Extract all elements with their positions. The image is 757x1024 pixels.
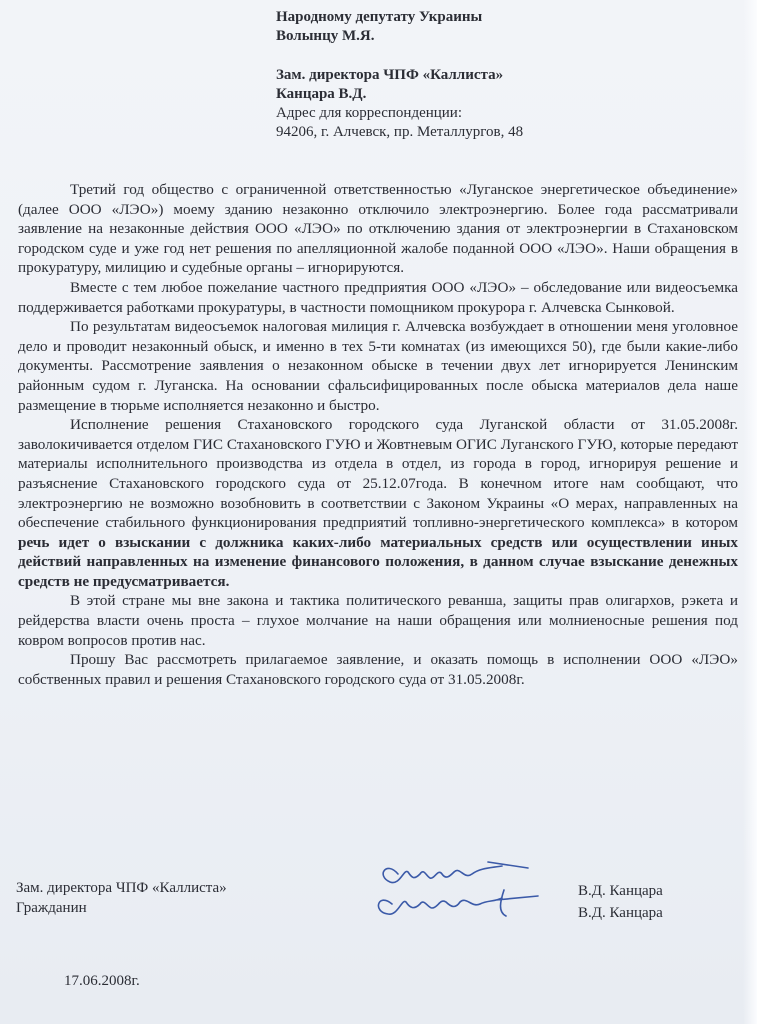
page-edge bbox=[743, 0, 757, 1024]
paragraph-4-text: Исполнение решения Стахановского городского суда Луганской области от 31.05.2008г. заволокичивается отделом ГИС Стахановского ГУЮ и Жовтневым ОГИС Луганского ГУЮ, которые передают материалы исполнительного производства из отдела в отдел, из города в город, игнорируя решение и разъяснение Стахановского городского суда от 25.12.07года. В конечном итоге нам сообщают, что электроэнергию не возможно возобновить в соответствии с Законом Украины «О мерах, направленных на обеспечение стабильного функционирования предприятий топливно-энергетического комплекса» в котором bbox=[18, 416, 738, 532]
signatory-name-2: В.Д. Канцара bbox=[578, 905, 663, 921]
signatory-position bbox=[16, 878, 227, 918]
recipient-name: Волынцу М.Я. bbox=[276, 28, 375, 44]
address-label: Адрес для корреспонденции: bbox=[276, 105, 463, 121]
paragraph-4 bbox=[18, 415, 738, 591]
paragraph-6: Прошу Вас рассмотреть прилагаемое заявление, и оказать помощь в исполнении ООО «ЛЭО» собственных правил и решения Стахановского городского суда от 31.05.2008г. bbox=[18, 651, 738, 688]
signatory-name-1: В.Д. Канцара bbox=[578, 883, 663, 899]
signatory-names bbox=[578, 880, 663, 924]
paragraph-4-bold-text: речь идет о взыскании с должника каких-либо материальных средств или осуществлении иных действий направленных на изменение финансового положения, в данном случае взыскание денежных средств не предусматривается. bbox=[18, 533, 738, 590]
signatory-title: Зам. директора ЧПФ «Каллиста» bbox=[16, 880, 227, 896]
handwritten-signature bbox=[368, 846, 548, 926]
paragraph-2: Вместе с тем любое пожелание частного предприятия ООО «ЛЭО» – обследование или видеосъемка поддерживается работками прокуратуры, в частности помощником прокурора г. Алчевска Сынковой. bbox=[18, 278, 738, 316]
sender-name: Канцара В.Д. bbox=[276, 86, 367, 102]
address-value: 94206, г. Алчевск, пр. Металлургов, 48 bbox=[276, 124, 524, 140]
sender-title: Зам. директора ЧПФ «Каллиста» bbox=[276, 67, 504, 83]
letter-date: 17.06.2008г. bbox=[64, 973, 140, 989]
paragraph-3: По результатам видеосъемок налоговая милиция г. Алчевска возбуждает в отношении меня уголовное дело и проводит незаконный обыск, и именно в тех 5-ти комнатах (из имеющихся 50), где были какие-либо документы. Рассмотрение заявления о незаконном обыске в течении двух лет игнорируется Ленинским районным судом г. Луганска. На основании сфальсифицированных после обыска материалов дела наше размещение в тюрьме исполняется незаконно и быстро. bbox=[18, 318, 738, 414]
signatory-citizen-label: Гражданин bbox=[16, 900, 87, 916]
paragraph-1: Третий год общество с ограниченной ответственностью «Луганское энергетическое объединение» (далее ООО «ЛЭО») моему зданию незаконно отключило электроэнергию. Более года рассматривали заявление на незаконные действия ООО «ЛЭО» по отключению здания от электроэнергии в Стахановском городском суде и уже год нет решения по апелляционной жалобе поданной ООО «ЛЭО». Наши обращения в прокуратуру, милицию и судебные органы – игнорируются. bbox=[18, 181, 738, 277]
paragraph-5: В этой стране мы вне закона и тактика политического реванша, защиты прав олигархов, рэкета и рейдерства власти очень проста – глухое молчание на наши обращения или молниеносные решения под ковром вопросов против нас. bbox=[18, 592, 738, 649]
letter-body bbox=[18, 180, 738, 689]
recipient-title: Народному депутату Украины bbox=[276, 9, 483, 25]
letter-header bbox=[276, 8, 736, 142]
